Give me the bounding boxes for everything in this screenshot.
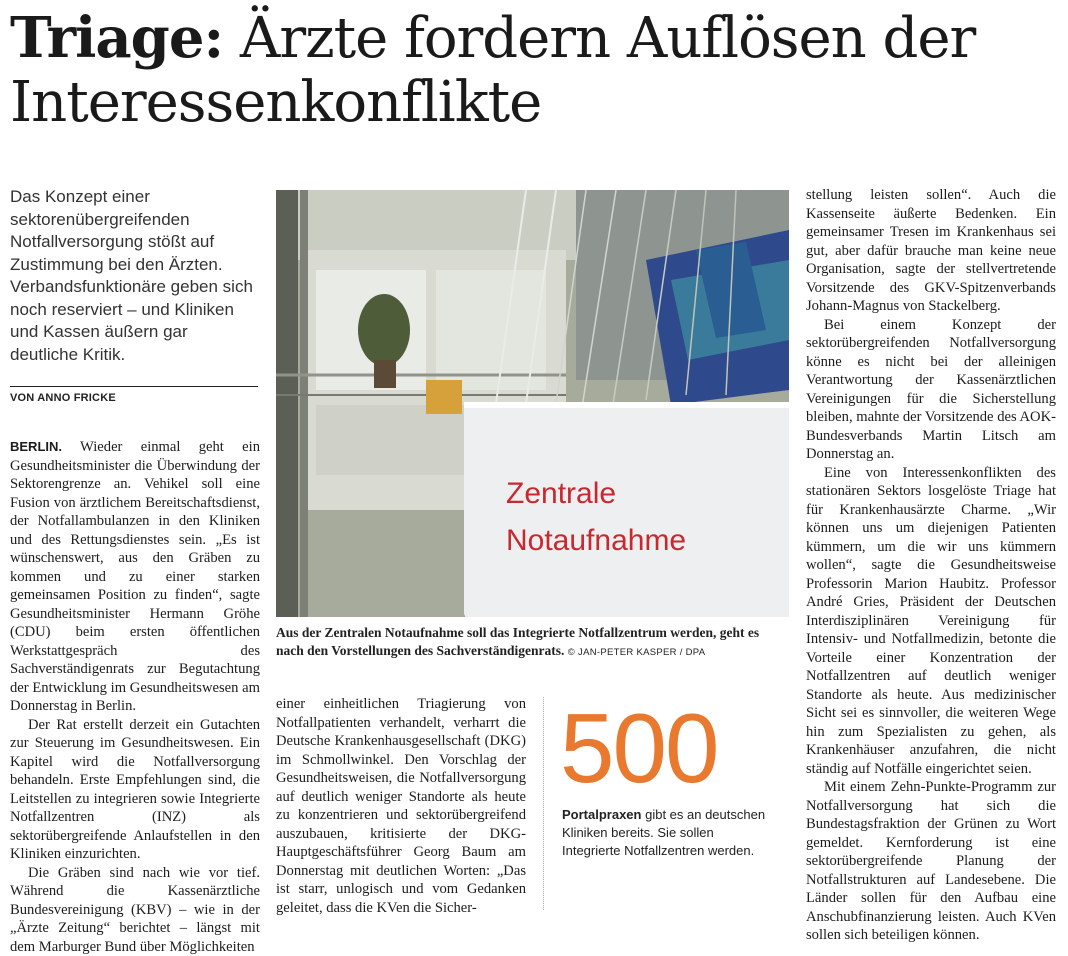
body-paragraph-1-text: Wieder einmal geht ein Gesundheitsminister die Überwindung der Sektorengrenze an. Vehikel soll eine Fusion von ärztlichem Bereitschaftsdienst, der Notfallambulanzen in den Kliniken und des Rettungsdienstes sein. „Es ist wünschenswert, aus den Gräben zu kommen und zu einer starken gemeinsamen Position zu finden“, sagte Gesundheitsminister Hermann Gröhe (CDU) beim ersten öffentlichen Werkstattgespräch des Sachverständigenrats zur Begutachtung der Entwicklung im Gesundheitswesen am Donnerstag in Berlin. xyxy=(10,439,260,714)
lead-paragraph: Das Konzept einer sektorenübergreifenden Notfallversorgung stößt auf Zustimmung bei den Ärzten. Verbandsfunktionäre geben sich noch reserviert – und Kliniken und Kassen äußern gar deutliche Kritik. xyxy=(10,186,260,366)
sign-line-2: Notaufnahme xyxy=(506,524,686,557)
body-paragraph-3: Die Gräben sind nach wie vor tief. Während die Kassenärztliche Bundesvereinigung (KBV) – wie in der „Ärzte Zeitung“ berichtet – längst mit dem Marburger Bund über Möglichkeiten xyxy=(10,864,260,956)
stat-bold-label: Portalpraxen xyxy=(562,807,641,822)
stat-description xyxy=(562,806,772,860)
dateline: BERLIN. xyxy=(10,439,62,454)
article-column-2 xyxy=(276,695,526,917)
article-column-1 xyxy=(10,438,260,956)
headline-main: Ärzte fordern Auflösen der Interessenkonflikte xyxy=(10,6,975,135)
article-column-4 xyxy=(806,186,1056,945)
body-paragraph-5: stellung leisten sollen“. Auch die Kassenseite äußerte Bedenken. Ein gemeinsamer Tresen im Krankenhaus sei gut, aber dafür brauche man keine neue Organisation, sagte der stellvertretende Vorsitzende des GKV-Spitzenverbands Johann-Magnus von Stackelberg. xyxy=(806,186,1056,316)
body-paragraph-2: Der Rat erstellt derzeit ein Gutachten zur Steuerung im Gesundheitswesen. Ein Kapitel wird die Notfallversorgung behandeln. Erste Empfehlungen sind, die Leitstellen zu integrieren sowie Integrierte Notfallzentren (INZ) als sektorübergreifende Anlaufstellen in den Kliniken einzurichten. xyxy=(10,716,260,864)
photo-caption xyxy=(276,624,789,662)
sign-line-1: Zentrale xyxy=(506,477,616,510)
article-photo xyxy=(276,190,789,617)
headline xyxy=(10,6,1060,135)
photo-credit: © JAN-PETER KASPER / DPA xyxy=(568,647,706,658)
body-paragraph-1 xyxy=(10,438,260,716)
column-divider xyxy=(543,697,544,910)
body-paragraph-4: einer einheitlichen Triagierung von Notfallpatienten verhandelt, verharrt die Deutsche Krankenhausgesellschaft (DKG) im Schmollwinkel. Den Vorschlag der Gesundheitsweisen, die Notfallversorgung auf deutlich weniger Standorte als heute zu konzentrieren und sektorübergreifend auszubauen, kritisierte der DKG-Hauptgeschäftsführer Georg Baum am Donnerstag mit deutlichen Worten: „Das ist starr, unlogisch und vom Gedanken geleitet, dass die KVen die Sicher- xyxy=(276,695,526,917)
stat-text: gibt es an deutschen Kliniken bereits. Sie sollen Integrierte Notfallzentren werden. xyxy=(562,807,765,858)
stat-number: 500 xyxy=(560,698,718,798)
caption-text: Aus der Zentralen Notaufnahme soll das Integrierte Notfallzentrum werden, geht es nach den Vorstellungen des Sachverständigenrats. xyxy=(276,625,759,658)
headline-kicker: Triage: xyxy=(10,5,223,71)
byline-divider xyxy=(10,386,258,387)
byline: VON ANNO FRICKE xyxy=(10,392,116,404)
body-paragraph-7: Eine von Interessenkonflikten des stationären Sektors losgelöste Triage hat für Krankenhausärzte Charme. „Wir können uns um diejenigen Patienten kümmern, um die wir uns kümmern wollen“, sagte die Gesundheitsweise Professorin Marion Haubitz. Professor André Gries, Präsident der Deutschen Interdisziplinären Vereinigung für Intensiv- und Notfallmedizin, betonte die Vorteile einer Konzentration der Notfallzentren auf deutlich weniger Standorte als heute. Aus medizinischer Sicht sei es sinnvoller, die weiteren Wege hin zum Spezialisten zu gehen, als Krankenhäuser anzufahren, die nicht ständig auf Notfälle eingerichtet seien. xyxy=(806,464,1056,779)
body-paragraph-8: Mit einem Zehn-Punkte-Programm zur Notfallversorgung hat sich die Bundestagsfraktion der Grünen zu Wort gemeldet. Kernforderung ist eine sektorübergreifende Planung der Notfallstrukturen auf Landesebene. Die Länder sollen für den Aufbau eine Anschubfinanzierung leisten. Auch KVen sollen sich beteiligen können. xyxy=(806,778,1056,945)
body-paragraph-6: Bei einem Konzept der sektorübergreifenden Notfallversorgung könne es nicht bei der alleinigen Verantwortung der Kassenärztlichen Vereinigungen für die Sicherstellung bleiben, mahnte der Vorsitzende des AOK-Bundesverbands Martin Litsch am Donnerstag an. xyxy=(806,316,1056,464)
photo-illustration xyxy=(276,190,789,617)
